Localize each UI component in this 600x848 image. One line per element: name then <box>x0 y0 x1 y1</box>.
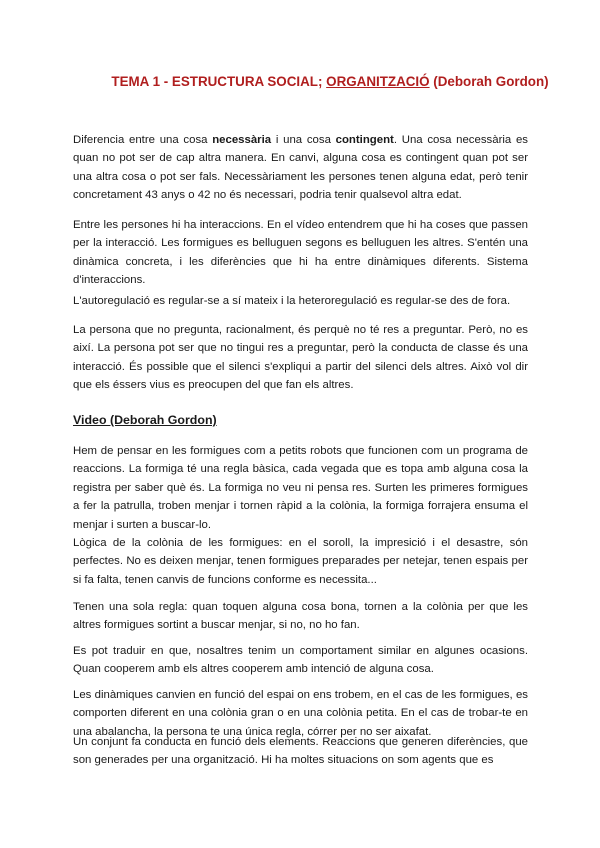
paragraph-autoregulation: L'autoregulació es regular-se a sí mateix i la heteroregulació es regular-se des de fora. <box>73 295 511 307</box>
section-heading-video: Video (Deborah Gordon) <box>73 413 217 427</box>
paragraph-interactions: Entre les persones hi ha interaccions. En el vídeo entendrem que hi ha coses que passen per la interacció. Les formigues es belluguen segons es belluguen les altres. S'entén una dinàmica concreta, i les diferències que hi ha entre dinàmiques diferents. Sistema d'interaccions. <box>73 219 528 287</box>
title-prefix: TEMA 1 - ESTRUCTURA SOCIAL; <box>111 74 327 89</box>
bold-term-necessary: necessària <box>212 134 272 146</box>
paragraph-single-rule: Tenen una sola regla: quan toquen alguna cosa bona, tornen a la colònia per que les altres formigues sortint a buscar menjar, si no, no ho fan. <box>73 601 528 632</box>
paragraph-whole: Un conjunt fa conducta en funció dels elements. Reaccions que generen diferències, que son generades per una organització. Hi ha moltes situacions on som agents que es <box>73 736 528 767</box>
title-underlined-word: ORGANITZACIÓ <box>326 74 430 89</box>
paragraph-dynamics: Les dinàmiques canvien en funció del espai on ens trobem, en el cas de les formigues, es comporten diferent en una colònia gran o en una colònia petita. En el cas de trobar-te en una abalancha, la persona te una única regla, córrer per no ser aixafat. <box>73 689 528 738</box>
paragraph-question: La persona que no pregunta, racionalment, és perquè no té res a preguntar. Però, no es així. La persona pot ser que no tingui res a preguntar, però la conducta de classe és una interacció. És possible que el silenci s'expliqui a partir del silenci dels altres. Això vol dir que els éssers vius es preocupen del que fan els altres. <box>73 324 528 392</box>
paragraph-translation: Es pot traduir en que, nosaltres tenim un comportament similar en algunes ocasions. Quan cooperem amb els altres cooperem amb intenció de alguna cosa. <box>73 645 528 676</box>
paragraph-robots: Hem de pensar en les formigues com a petits robots que funcionen com un programa de reaccions. La formiga té una regla bàsica, cada vegada que es topa amb alguna cosa la registra per saber què és. La formiga no veu ni pensa res. Surten les primeres formigues a fer la patrulla, troben menjar i tornen ràpid a la colònia, la formiga forrajera ensuma el menjar i surten a buscar-lo. <box>73 445 528 531</box>
paragraph-necessity: Diferencia entre una cosa necessària i una cosa contingent. Una cosa necessària es quan no pot ser de cap altra manera. En canvi, alguna cosa es contingent quan pot ser una altra cosa o pot ser fals. Necessàriament les persones tenen alguna edat, però tenir concretament 43 anys o 42 no és necessari, podria tenir qualsevol altra edat. <box>73 134 528 202</box>
document-title <box>100 72 560 92</box>
paragraph-colony-logic: Lògica de la colònia de les formigues: en el soroll, la impresició i el desastre, són perfectes. No es deixen menjar, tenen formigues preparades per netejar, tenen espais per si fa falta, tenen canvis de funcions conforme es necessita... <box>73 537 528 586</box>
title-suffix: (Deborah Gordon) <box>429 74 549 89</box>
bold-term-contingent: contingent <box>335 134 394 146</box>
